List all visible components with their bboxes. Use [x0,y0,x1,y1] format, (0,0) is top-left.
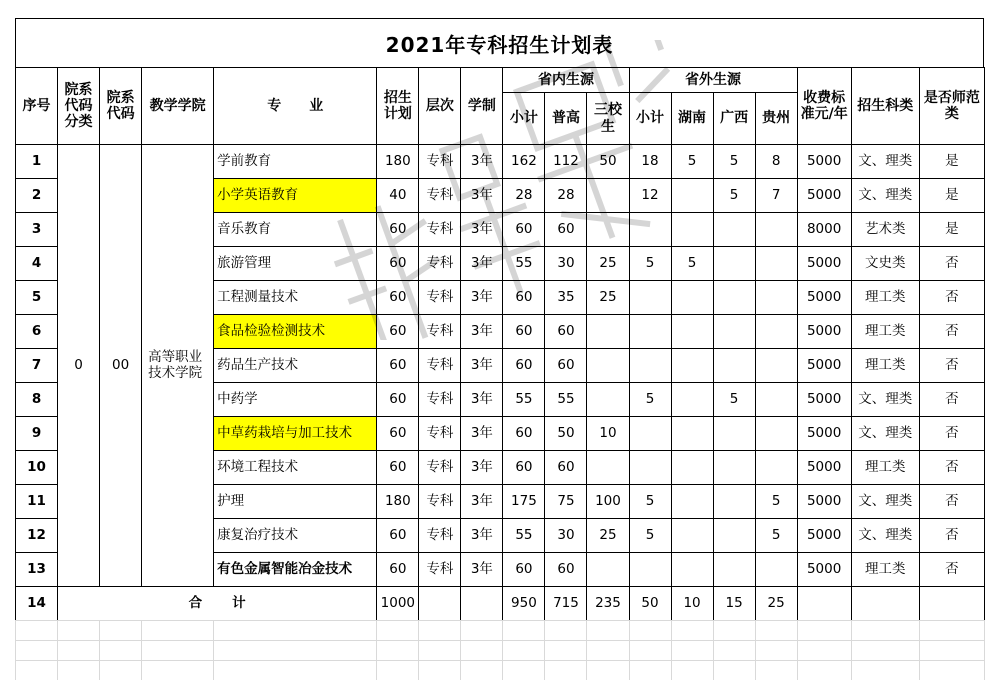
cell-normal[interactable]: 是 [919,145,984,179]
cell-fee[interactable]: 8000 [797,213,851,247]
cell-category[interactable]: 文、理类 [851,519,919,553]
cell-out-hunan[interactable] [671,485,713,519]
header-major: 专 业 [214,68,377,145]
header-category: 招生科类 [851,68,919,145]
cell-years[interactable]: 3年 [461,383,503,417]
cell-college[interactable]: 高等职业技术学院 [142,145,214,587]
cell-fee[interactable]: 5000 [797,179,851,213]
empty-cell[interactable] [587,641,629,661]
header-in-province: 省内生源 [503,68,629,93]
cell-in-subtotal[interactable]: 28 [503,179,545,213]
cell-fee[interactable]: 5000 [797,417,851,451]
cell-category[interactable]: 文、理类 [851,383,919,417]
cell-out-hunan[interactable] [671,349,713,383]
cell-in-regular[interactable]: 60 [545,553,587,587]
cell-out-hunan[interactable] [671,315,713,349]
cell-out-hunan[interactable] [671,179,713,213]
cell-years[interactable]: 3年 [461,485,503,519]
cell-out-guangxi[interactable] [713,281,755,315]
empty-cell[interactable] [142,661,214,680]
cell-dept-class[interactable]: 0 [58,145,100,587]
empty-cell[interactable] [629,621,671,641]
cell-in-regular[interactable]: 55 [545,383,587,417]
header-normal: 是否师范类 [919,68,984,145]
empty-cell[interactable] [214,641,377,661]
total-row [16,587,985,621]
cell-category[interactable]: 理工类 [851,349,919,383]
cell-level[interactable]: 专科 [419,145,461,179]
cell-fee[interactable]: 5000 [797,315,851,349]
cell-out-guangxi[interactable] [713,349,755,383]
cell-fee[interactable]: 5000 [797,145,851,179]
cell-out-guangxi[interactable] [713,485,755,519]
empty-cell[interactable] [587,621,629,641]
cell-in-regular[interactable]: 30 [545,247,587,281]
cell-out-subtotal[interactable] [629,417,671,451]
cell-out-guizhou[interactable] [755,383,797,417]
cell-out-subtotal[interactable]: 12 [629,179,671,213]
header-out-province: 省外生源 [629,68,797,93]
cell-plan[interactable]: 180 [377,145,419,179]
empty-cell[interactable] [755,641,797,661]
cell-years[interactable]: 3年 [461,315,503,349]
cell-out-hunan[interactable] [671,417,713,451]
cell-in-subtotal[interactable]: 162 [503,145,545,179]
cell-out-guizhou[interactable] [755,417,797,451]
cell-normal[interactable]: 否 [919,349,984,383]
cell-out-guangxi[interactable] [713,315,755,349]
cell-major[interactable]: 康复治疗技术 [214,519,377,553]
cell-major[interactable]: 中草药栽培与加工技术 [214,417,377,451]
cell-normal[interactable]: 是 [919,179,984,213]
cell-in-regular[interactable]: 60 [545,451,587,485]
cell-total-in-regular[interactable]: 715 [545,587,587,621]
cell-in-three[interactable] [587,349,629,383]
cell-normal[interactable]: 否 [919,281,984,315]
empty-cell[interactable] [100,621,142,641]
empty-cell[interactable] [142,641,214,661]
cell-fee[interactable]: 5000 [797,451,851,485]
cell-plan[interactable]: 60 [377,213,419,247]
cell-out-guizhou[interactable] [755,281,797,315]
cell-in-subtotal[interactable]: 60 [503,349,545,383]
cell-out-guizhou[interactable]: 8 [755,145,797,179]
cell-level[interactable]: 专科 [419,451,461,485]
cell-major[interactable]: 环境工程技术 [214,451,377,485]
cell-out-hunan[interactable] [671,383,713,417]
cell-out-guangxi[interactable]: 5 [713,179,755,213]
cell-normal[interactable]: 否 [919,383,984,417]
cell-in-subtotal[interactable]: 60 [503,451,545,485]
cell-out-subtotal[interactable] [629,315,671,349]
cell-category[interactable]: 文、理类 [851,179,919,213]
cell-out-guangxi[interactable] [713,213,755,247]
empty-cell[interactable] [919,641,984,661]
cell-out-guizhou[interactable]: 7 [755,179,797,213]
cell-major[interactable]: 小学英语教育 [214,179,377,213]
cell-plan[interactable]: 60 [377,315,419,349]
cell-years[interactable]: 3年 [461,281,503,315]
empty-cell[interactable] [58,621,100,641]
header-seq: 序号 [16,68,58,145]
cell-level[interactable]: 专科 [419,417,461,451]
cell-seq[interactable]: 10 [16,451,58,485]
cell-years[interactable]: 3年 [461,553,503,587]
empty-cell[interactable] [851,661,919,680]
table-row [16,145,985,179]
cell-years[interactable]: 3年 [461,247,503,281]
cell-seq[interactable]: 1 [16,145,58,179]
cell-level[interactable]: 专科 [419,247,461,281]
header-college: 教学学院 [142,68,214,145]
cell-total-level[interactable] [419,587,461,621]
empty-cell[interactable] [713,641,755,661]
cell-category[interactable]: 理工类 [851,553,919,587]
cell-plan[interactable]: 60 [377,519,419,553]
header-dept-code: 院系代码 [100,68,142,145]
cell-out-hunan[interactable] [671,519,713,553]
cell-out-hunan[interactable] [671,281,713,315]
empty-cell[interactable] [919,661,984,680]
empty-cell[interactable] [797,641,851,661]
cell-level[interactable]: 专科 [419,213,461,247]
empty-cell[interactable] [545,661,587,680]
cell-seq[interactable]: 11 [16,485,58,519]
cell-in-three[interactable]: 25 [587,519,629,553]
cell-major[interactable]: 旅游管理 [214,247,377,281]
empty-cell[interactable] [16,621,58,641]
cell-fee[interactable]: 5000 [797,247,851,281]
cell-out-guangxi[interactable] [713,247,755,281]
cell-level[interactable]: 专科 [419,281,461,315]
cell-total-guizhou[interactable]: 25 [755,587,797,621]
cell-in-subtotal[interactable]: 175 [503,485,545,519]
cell-level[interactable]: 专科 [419,485,461,519]
cell-out-subtotal[interactable]: 5 [629,519,671,553]
cell-fee[interactable]: 5000 [797,383,851,417]
cell-in-subtotal[interactable]: 60 [503,417,545,451]
cell-out-guangxi[interactable]: 5 [713,383,755,417]
cell-seq[interactable]: 8 [16,383,58,417]
cell-total-hunan[interactable]: 10 [671,587,713,621]
cell-in-three[interactable]: 50 [587,145,629,179]
cell-normal[interactable]: 否 [919,451,984,485]
header-years: 学制 [461,68,503,145]
cell-out-guangxi[interactable] [713,451,755,485]
empty-cell[interactable] [419,621,461,641]
cell-out-guizhou[interactable]: 5 [755,519,797,553]
cell-in-three[interactable] [587,179,629,213]
cell-in-regular[interactable]: 60 [545,349,587,383]
empty-cell[interactable] [214,621,377,641]
cell-out-hunan[interactable] [671,451,713,485]
empty-cell[interactable] [545,641,587,661]
cell-category[interactable]: 理工类 [851,451,919,485]
cell-fee[interactable]: 5000 [797,485,851,519]
header-dept-class: 院系代码分类 [58,68,100,145]
empty-cell[interactable] [851,621,919,641]
cell-major[interactable]: 有色金属智能冶金技术 [214,553,377,587]
empty-cell[interactable] [503,621,545,641]
cell-seq[interactable]: 6 [16,315,58,349]
cell-normal[interactable]: 是 [919,213,984,247]
cell-out-subtotal[interactable]: 5 [629,485,671,519]
cell-major[interactable]: 学前教育 [214,145,377,179]
header-plan: 招生计划 [377,68,419,145]
empty-cell[interactable] [16,661,58,680]
cell-normal[interactable]: 否 [919,247,984,281]
cell-level[interactable]: 专科 [419,179,461,213]
cell-in-subtotal[interactable]: 55 [503,383,545,417]
cell-in-three[interactable] [587,383,629,417]
cell-years[interactable]: 3年 [461,451,503,485]
empty-cell[interactable] [629,661,671,680]
header-in-subtotal: 小计 [503,93,545,145]
cell-level[interactable]: 专科 [419,315,461,349]
cell-out-guizhou[interactable] [755,213,797,247]
cell-out-hunan[interactable]: 5 [671,247,713,281]
empty-cell[interactable] [377,661,419,680]
cell-seq[interactable]: 4 [16,247,58,281]
cell-in-subtotal[interactable]: 60 [503,553,545,587]
cell-plan[interactable]: 60 [377,553,419,587]
empty-cell[interactable] [16,641,58,661]
cell-out-subtotal[interactable]: 5 [629,383,671,417]
cell-fee[interactable]: 5000 [797,349,851,383]
cell-out-subtotal[interactable] [629,553,671,587]
empty-cell[interactable] [461,641,503,661]
cell-in-regular[interactable]: 30 [545,519,587,553]
cell-in-regular[interactable]: 35 [545,281,587,315]
cell-in-three[interactable]: 25 [587,247,629,281]
cell-category[interactable]: 文、理类 [851,145,919,179]
cell-years[interactable]: 3年 [461,145,503,179]
cell-out-hunan[interactable] [671,553,713,587]
empty-cell[interactable] [671,661,713,680]
cell-out-subtotal[interactable]: 18 [629,145,671,179]
empty-cell[interactable] [100,641,142,661]
cell-in-three[interactable]: 10 [587,417,629,451]
empty-cell[interactable] [629,641,671,661]
cell-seq[interactable]: 12 [16,519,58,553]
cell-out-guangxi[interactable] [713,519,755,553]
empty-cell[interactable] [461,661,503,680]
header-out-subtotal: 小计 [629,93,671,145]
cell-category[interactable]: 理工类 [851,281,919,315]
cell-in-regular[interactable]: 75 [545,485,587,519]
empty-cell[interactable] [671,621,713,641]
cell-normal[interactable]: 否 [919,485,984,519]
cell-out-subtotal[interactable] [629,451,671,485]
table-title: 2021年专科招生计划表 [15,18,984,67]
empty-cell[interactable] [797,661,851,680]
cell-in-three[interactable] [587,315,629,349]
cell-plan[interactable]: 60 [377,281,419,315]
empty-grid-row [16,641,985,661]
cell-seq[interactable]: 3 [16,213,58,247]
cell-plan[interactable]: 180 [377,485,419,519]
empty-cell[interactable] [919,621,984,641]
cell-total-in-subtotal[interactable]: 950 [503,587,545,621]
empty-cell[interactable] [797,621,851,641]
empty-cell[interactable] [587,661,629,680]
empty-cell[interactable] [755,621,797,641]
empty-cell[interactable] [100,661,142,680]
cell-seq[interactable]: 2 [16,179,58,213]
cell-years[interactable]: 3年 [461,417,503,451]
cell-seq[interactable]: 13 [16,553,58,587]
cell-in-subtotal[interactable]: 55 [503,519,545,553]
cell-total-out-subtotal[interactable]: 50 [629,587,671,621]
cell-category[interactable]: 文、理类 [851,485,919,519]
cell-years[interactable]: 3年 [461,213,503,247]
cell-category[interactable]: 理工类 [851,315,919,349]
cell-total-seq[interactable]: 14 [16,587,58,621]
empty-cell[interactable] [419,641,461,661]
empty-grid-row [16,661,985,680]
cell-total-fee[interactable] [797,587,851,621]
cell-normal[interactable]: 否 [919,417,984,451]
header-in-regular: 普高 [545,93,587,145]
cell-in-three[interactable] [587,553,629,587]
empty-cell[interactable] [713,661,755,680]
cell-major[interactable]: 音乐教育 [214,213,377,247]
cell-major[interactable]: 药品生产技术 [214,349,377,383]
cell-fee[interactable]: 5000 [797,553,851,587]
cell-category[interactable]: 文、理类 [851,417,919,451]
cell-normal[interactable]: 否 [919,553,984,587]
cell-seq[interactable]: 9 [16,417,58,451]
empty-cell[interactable] [142,621,214,641]
cell-in-regular[interactable]: 60 [545,213,587,247]
cell-seq[interactable]: 5 [16,281,58,315]
cell-total-label[interactable]: 合计 [58,587,377,621]
cell-total-category[interactable] [851,587,919,621]
header-out-hunan: 湖南 [671,93,713,145]
empty-cell[interactable] [713,621,755,641]
empty-cell[interactable] [377,621,419,641]
cell-out-guizhou[interactable] [755,349,797,383]
cell-major[interactable]: 工程测量技术 [214,281,377,315]
empty-cell[interactable] [851,641,919,661]
cell-normal[interactable]: 否 [919,315,984,349]
cell-plan[interactable]: 60 [377,349,419,383]
empty-cell[interactable] [503,641,545,661]
cell-out-guizhou[interactable] [755,451,797,485]
cell-level[interactable]: 专科 [419,349,461,383]
cell-in-three[interactable] [587,213,629,247]
empty-cell[interactable] [545,621,587,641]
cell-total-years[interactable] [461,587,503,621]
empty-cell[interactable] [503,661,545,680]
cell-years[interactable]: 3年 [461,349,503,383]
cell-in-regular[interactable]: 112 [545,145,587,179]
cell-fee[interactable]: 5000 [797,281,851,315]
cell-level[interactable]: 专科 [419,383,461,417]
cell-major[interactable]: 护理 [214,485,377,519]
cell-in-three[interactable]: 100 [587,485,629,519]
cell-in-subtotal[interactable]: 55 [503,247,545,281]
cell-plan[interactable]: 60 [377,383,419,417]
cell-seq[interactable]: 7 [16,349,58,383]
cell-out-subtotal[interactable] [629,213,671,247]
empty-cell[interactable] [58,641,100,661]
cell-level[interactable]: 专科 [419,553,461,587]
cell-total-normal[interactable] [919,587,984,621]
cell-in-regular[interactable]: 28 [545,179,587,213]
cell-plan[interactable]: 60 [377,451,419,485]
cell-in-three[interactable]: 25 [587,281,629,315]
cell-major[interactable]: 食品检验检测技术 [214,315,377,349]
cell-out-guizhou[interactable] [755,315,797,349]
empty-cell[interactable] [755,661,797,680]
cell-in-three[interactable] [587,451,629,485]
empty-cell[interactable] [419,661,461,680]
cell-plan[interactable]: 40 [377,179,419,213]
cell-plan[interactable]: 60 [377,417,419,451]
cell-out-subtotal[interactable]: 5 [629,247,671,281]
cell-plan[interactable]: 60 [377,247,419,281]
header-out-guangxi: 广西 [713,93,755,145]
empty-cell[interactable] [377,641,419,661]
cell-years[interactable]: 3年 [461,179,503,213]
cell-in-regular[interactable]: 50 [545,417,587,451]
enrollment-plan-table [15,67,985,621]
empty-grid [15,620,985,680]
cell-total-in-three[interactable]: 235 [587,587,629,621]
empty-cell[interactable] [58,661,100,680]
cell-out-subtotal[interactable] [629,349,671,383]
cell-out-guizhou[interactable] [755,553,797,587]
cell-out-guizhou[interactable]: 5 [755,485,797,519]
cell-in-subtotal[interactable]: 60 [503,315,545,349]
cell-level[interactable]: 专科 [419,519,461,553]
header-level: 层次 [419,68,461,145]
empty-cell[interactable] [461,621,503,641]
cell-in-subtotal[interactable]: 60 [503,213,545,247]
cell-category[interactable]: 文史类 [851,247,919,281]
cell-out-guangxi[interactable]: 5 [713,145,755,179]
cell-dept-code[interactable]: 00 [100,145,142,587]
cell-normal[interactable]: 否 [919,519,984,553]
cell-out-hunan[interactable] [671,213,713,247]
cell-category[interactable]: 艺术类 [851,213,919,247]
empty-cell[interactable] [671,641,713,661]
cell-total-plan[interactable]: 1000 [377,587,419,621]
empty-grid-row [16,621,985,641]
cell-fee[interactable]: 5000 [797,519,851,553]
cell-out-guangxi[interactable] [713,553,755,587]
cell-major[interactable]: 中药学 [214,383,377,417]
cell-years[interactable]: 3年 [461,519,503,553]
empty-cell[interactable] [214,661,377,680]
header-in-three: 三校生 [587,93,629,145]
cell-in-regular[interactable]: 60 [545,315,587,349]
cell-out-guizhou[interactable] [755,247,797,281]
cell-out-subtotal[interactable] [629,281,671,315]
cell-total-guangxi[interactable]: 15 [713,587,755,621]
header-out-guizhou: 贵州 [755,93,797,145]
cell-out-guangxi[interactable] [713,417,755,451]
cell-in-subtotal[interactable]: 60 [503,281,545,315]
header-fee: 收费标准元/年 [797,68,851,145]
cell-out-hunan[interactable]: 5 [671,145,713,179]
